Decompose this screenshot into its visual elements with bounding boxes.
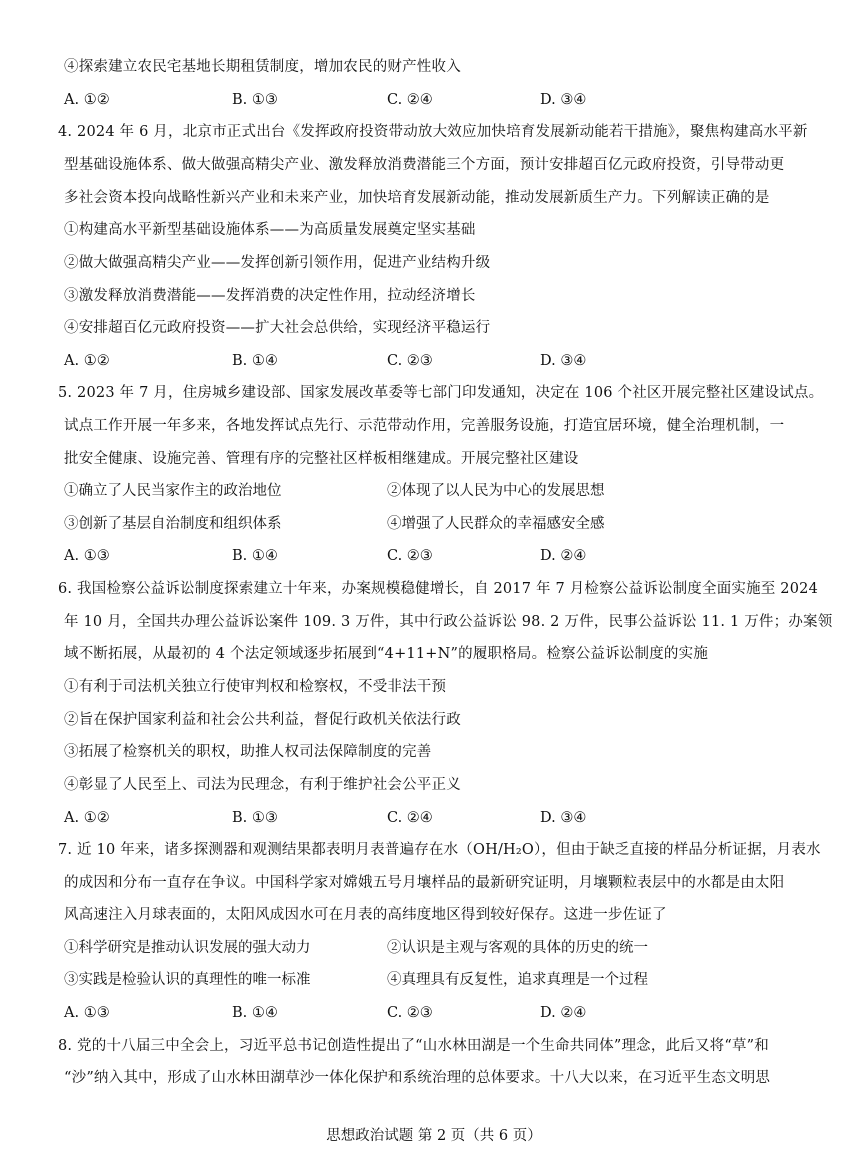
q7-item-4: ④真理具有反复性，追求真理是一个过程	[387, 972, 648, 988]
q5-item-3: ③创新了基层自治制度和组织体系	[64, 516, 282, 532]
q4-stem-line-1: 4. 2024 年 6 月，北京市正式出台《发挥政府投资带动放大效应加快培育发展新动能若干措施》，聚焦构建高水平新	[58, 124, 808, 140]
page-footer: 思想政治试题 第 2 页（共 6 页）	[326, 1128, 542, 1144]
q5-item-1: ①确立了人民当家作主的政治地位	[64, 483, 282, 499]
q3-choice-d: D. ③④	[540, 92, 587, 108]
q5-choice-c: C. ②③	[387, 548, 433, 564]
q4-choice-b: B. ①④	[232, 353, 278, 369]
q5-choice-d: D. ②④	[540, 548, 587, 564]
q7-choice-a: A. ①③	[64, 1005, 110, 1021]
q7-choice-c: C. ②③	[387, 1005, 433, 1021]
q5-item-4: ④增强了人民群众的幸福感安全感	[387, 516, 605, 532]
q6-item-3: ③拓展了检察机关的职权，助推人权司法保障制度的完善	[64, 744, 432, 760]
q4-item-4: ④安排超百亿元政府投资——扩大社会总供给，实现经济平稳运行	[64, 320, 491, 336]
q7-item-2: ②认识是主观与客观的具体的历史的统一	[387, 940, 648, 956]
q4-choice-d: D. ③④	[540, 353, 587, 369]
q5-item-2: ②体现了以人民为中心的发展思想	[387, 483, 605, 499]
q5-stem-line-1: 5. 2023 年 7 月，住房城乡建设部、国家发展改革委等七部门印发通知，决定在 106 个社区开展完整社区建设试点。	[58, 385, 824, 401]
q6-item-4: ④彰显了人民至上、司法为民理念，有利于维护社会公平正义	[64, 777, 461, 793]
q7-item-3: ③实践是检验认识的真理性的唯一标准	[64, 972, 311, 988]
q4-stem-line-2: 型基础设施体系、做大做强高精尖产业、激发释放消费潜能三个方面，预计安排超百亿元政府投资，引导带动更	[64, 157, 785, 173]
q8-stem-line-1: 8. 党的十八届三中全会上，习近平总书记创造性提出了“山水林田湖是一个生命共同体”理念，此后又将“草”和	[58, 1038, 769, 1054]
q6-choice-b: B. ①③	[232, 810, 278, 826]
q6-stem-line-1: 6. 我国检察公益诉讼制度探索建立十年来，办案规模稳健增长，自 2017 年 7 月检察公益诉讼制度全面实施至 2024	[58, 581, 819, 597]
q7-item-1: ①科学研究是推动认识发展的强大动力	[64, 940, 311, 956]
q7-choice-b: B. ①④	[232, 1005, 278, 1021]
q8-stem-line-2: “沙”纳入其中，形成了山水林田湖草沙一体化保护和系统治理的总体要求。十八大以来，在习近平生态文明思	[64, 1070, 771, 1086]
q7-stem-line-2: 的成因和分布一直存在争议。中国科学家对嫦娥五号月壤样品的最新研究证明，月壤颗粒表层中的水都是由太阳	[64, 875, 785, 891]
q7-choice-d: D. ②④	[540, 1005, 587, 1021]
q4-choice-a: A. ①②	[64, 353, 110, 369]
q3-choice-a: A. ①②	[64, 92, 110, 108]
q3-item-4: ④探索建立农民宅基地长期租赁制度，增加农民的财产性收入	[64, 59, 461, 75]
q6-choice-a: A. ①②	[64, 810, 110, 826]
q4-stem-line-3: 多社会资本投向战略性新兴产业和未来产业，加快培育发展新动能，推动发展新质生产力。下列解读正确的是	[64, 190, 770, 206]
q6-choice-c: C. ②④	[387, 810, 433, 826]
q6-item-2: ②旨在保护国家利益和社会公共利益，督促行政机关依法行政	[64, 712, 461, 728]
q5-stem-line-3: 批安全健康、设施完善、管理有序的完整社区样板相继建成。开展完整社区建设	[64, 451, 579, 467]
q7-stem-line-3: 风高速注入月球表面的，太阳风成因水可在月表的高纬度地区得到较好保存。这进一步佐证了	[64, 907, 667, 923]
q6-item-1: ①有利于司法机关独立行使审判权和检察权，不受非法干预	[64, 679, 447, 695]
q4-item-1: ①构建高水平新型基础设施体系——为高质量发展奠定坚实基础	[64, 222, 476, 238]
q5-stem-line-2: 试点工作开展一年多来，各地发挥试点先行、示范带动作用，完善服务设施，打造宜居环境，健全治理机制，一	[64, 418, 785, 434]
q5-choice-b: B. ①④	[232, 548, 278, 564]
q4-item-3: ③激发释放消费潜能——发挥消费的决定性作用，拉动经济增长	[64, 288, 476, 304]
q6-stem-line-2: 年 10 月，全国共办理公益诉讼案件 109. 3 万件，其中行政公益诉讼 98. 2 万件，民事公益诉讼 11. 1 万件；办案领	[64, 614, 833, 630]
q4-choice-c: C. ②③	[387, 353, 433, 369]
q4-item-2: ②做大做强高精尖产业——发挥创新引领作用，促进产业结构升级	[64, 255, 491, 271]
q7-stem-line-1: 7. 近 10 年来，诸多探测器和观测结果都表明月表普遍存在水（OH/H₂O），但由于缺乏直接的样品分析证据，月表水	[58, 842, 821, 858]
q3-choice-b: B. ①③	[232, 92, 278, 108]
q6-stem-line-3: 域不断拓展，从最初的 4 个法定领域逐步拓展到“4+11+N”的履职格局。检察公益诉讼制度的实施	[64, 646, 709, 662]
q6-choice-d: D. ③④	[540, 810, 587, 826]
q5-choice-a: A. ①③	[64, 548, 110, 564]
q3-choice-c: C. ②④	[387, 92, 433, 108]
